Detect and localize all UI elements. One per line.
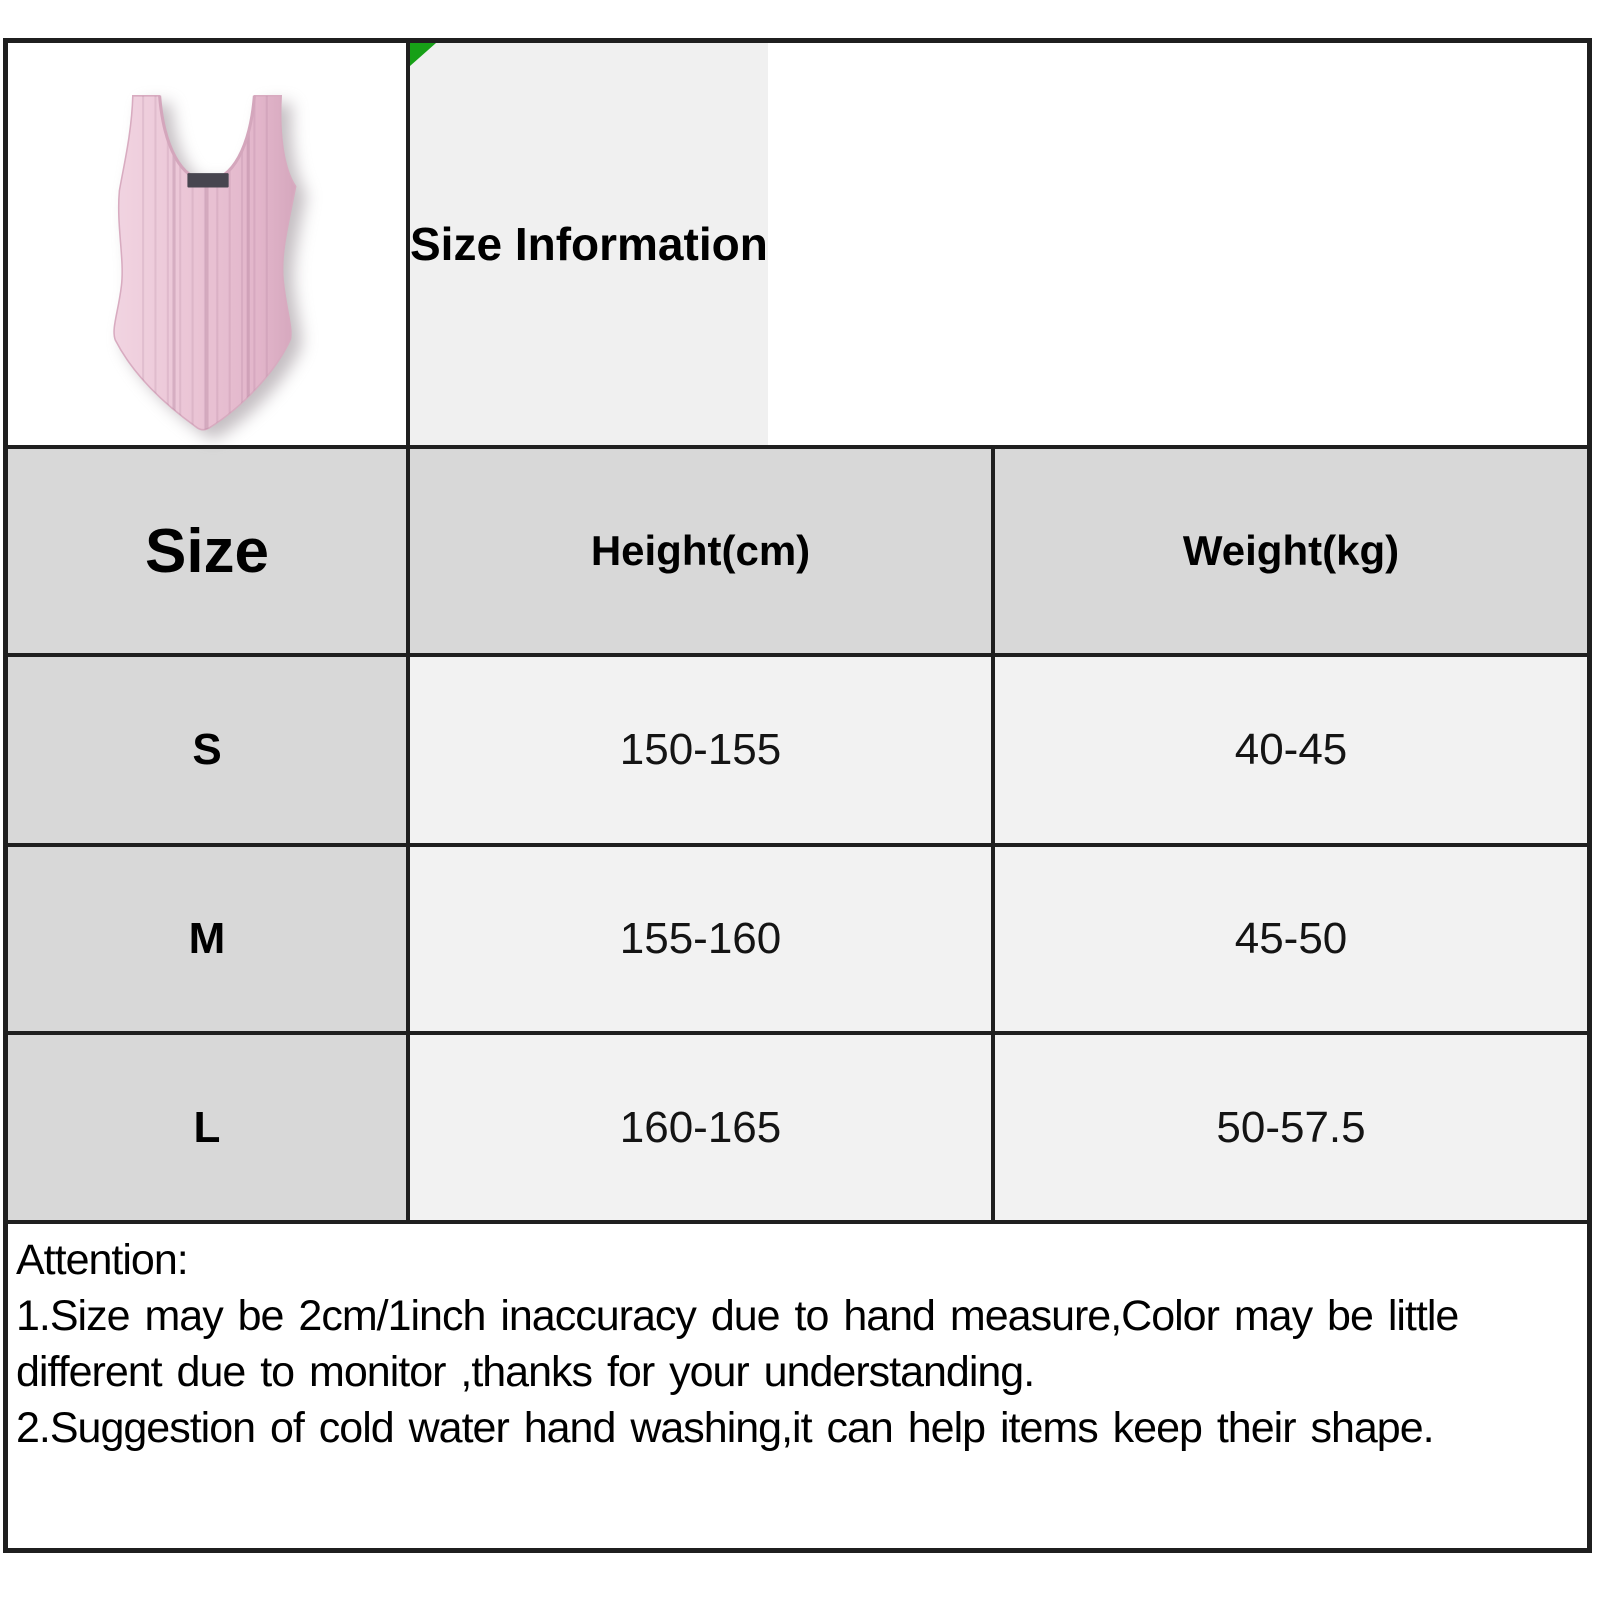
product-image-cell [8,43,410,445]
garment-label [187,173,228,187]
size-label-m: M [8,847,410,1031]
page-title: Size Information [410,218,768,270]
weight-value-m: 45-50 [995,847,1587,1031]
column-header-weight: Weight(kg) [995,449,1587,653]
header-row [8,449,1587,657]
pink-bodysuit-image [73,69,341,440]
table-row-m [8,847,1587,1035]
top-row [8,43,1587,449]
green-corner-flag-icon [410,43,436,66]
size-label-l: L [8,1035,410,1220]
height-value-m: 155-160 [410,847,995,1031]
height-value-l: 160-165 [410,1035,995,1220]
table-row-l [8,1035,1587,1224]
notes-row [8,1224,1587,1548]
column-header-height: Height(cm) [410,449,995,653]
title-cell [410,43,768,445]
note-line-3: 2.Suggestion of cold water hand washing,it can help items keep their shape. [16,1404,1434,1452]
weight-value-l: 50-57.5 [995,1035,1587,1220]
note-line-1: 1.Size may be 2cm/1inch inaccuracy due to hand measure,Color may be little [16,1292,1459,1340]
size-chart-table [3,38,1592,1553]
attention-notes [8,1224,1587,1548]
size-label-s: S [8,657,410,843]
notes-heading: Attention: [16,1236,188,1284]
table-row-s [8,657,1587,847]
note-line-2: different due to monitor ,thanks for your understanding. [16,1348,1035,1396]
weight-value-s: 40-45 [995,657,1587,843]
height-value-s: 150-155 [410,657,995,843]
column-header-size: Size [8,449,410,653]
